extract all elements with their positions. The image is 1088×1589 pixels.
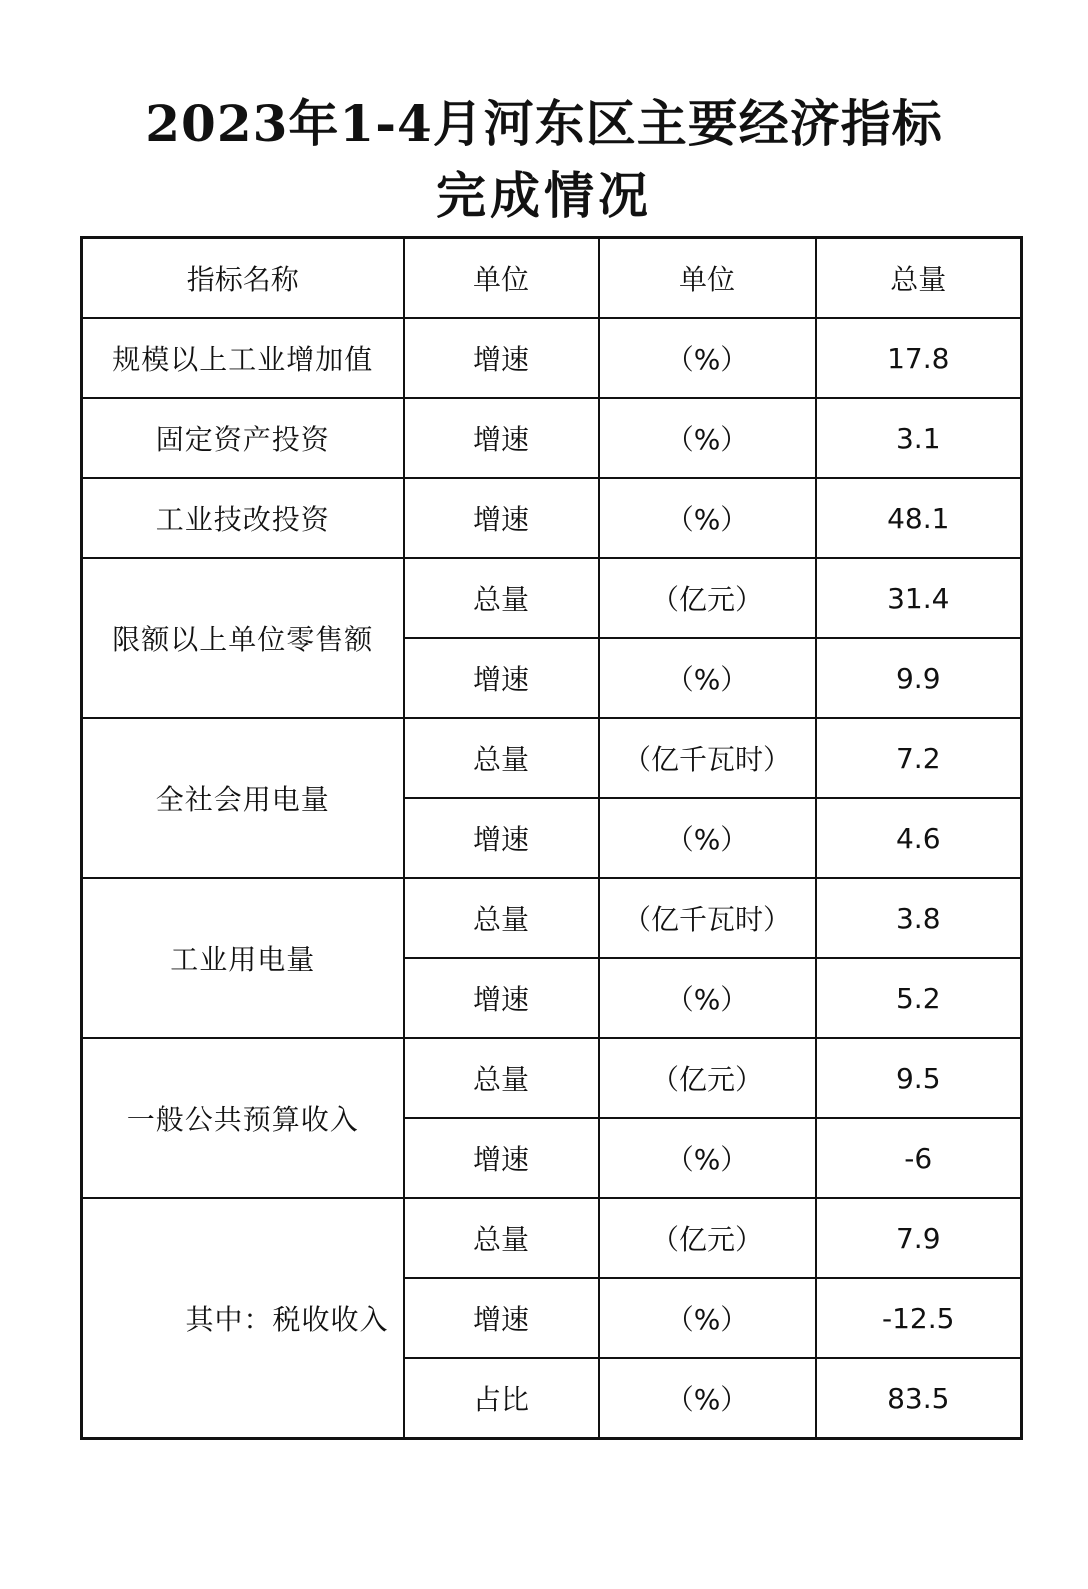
metric-cell: 总量 bbox=[404, 718, 599, 798]
value-cell: 83.5 bbox=[816, 1358, 1022, 1439]
value-cell: 17.8 bbox=[816, 318, 1022, 398]
indicator-name-cell: 规模以上工业增加值 bbox=[82, 318, 404, 398]
header-indicator-name: 指标名称 bbox=[82, 238, 404, 319]
table-row bbox=[82, 1198, 1022, 1278]
metric-cell: 增速 bbox=[404, 398, 599, 478]
value-cell: 3.1 bbox=[816, 398, 1022, 478]
table-row bbox=[82, 558, 1022, 638]
indicator-name-cell: 固定资产投资 bbox=[82, 398, 404, 478]
metric-cell: 增速 bbox=[404, 798, 599, 878]
table-row bbox=[82, 878, 1022, 958]
value-cell: 5.2 bbox=[816, 958, 1022, 1038]
header-total: 总量 bbox=[816, 238, 1022, 319]
table-body bbox=[82, 318, 1022, 1439]
metric-cell: 增速 bbox=[404, 478, 599, 558]
value-cell: 7.9 bbox=[816, 1198, 1022, 1278]
indicator-name-cell: 工业用电量 bbox=[82, 878, 404, 1038]
table-row bbox=[82, 398, 1022, 478]
unit-cell: （%） bbox=[599, 1278, 816, 1358]
unit-cell: （%） bbox=[599, 478, 816, 558]
unit-cell: （%） bbox=[599, 798, 816, 878]
table-row bbox=[82, 1038, 1022, 1118]
unit-cell: （亿元） bbox=[599, 1038, 816, 1118]
unit-cell: （%） bbox=[599, 638, 816, 718]
metric-cell: 总量 bbox=[404, 1038, 599, 1118]
value-cell: 4.6 bbox=[816, 798, 1022, 878]
indicator-name-cell: 全社会用电量 bbox=[82, 718, 404, 878]
table-row bbox=[82, 718, 1022, 798]
unit-cell: （%） bbox=[599, 318, 816, 398]
title-line-2: 完成情况 bbox=[436, 166, 652, 225]
table-row bbox=[82, 478, 1022, 558]
metric-cell: 总量 bbox=[404, 1198, 599, 1278]
unit-cell: （%） bbox=[599, 398, 816, 478]
indicator-name-cell: 限额以上单位零售额 bbox=[82, 558, 404, 718]
unit-cell: （亿千瓦时） bbox=[599, 718, 816, 798]
header-row bbox=[82, 238, 1022, 319]
table-row bbox=[82, 318, 1022, 398]
unit-cell: （亿千瓦时） bbox=[599, 878, 816, 958]
metric-cell: 增速 bbox=[404, 1118, 599, 1198]
metric-cell: 占比 bbox=[404, 1358, 599, 1439]
page-title bbox=[0, 88, 1088, 232]
metric-cell: 增速 bbox=[404, 1278, 599, 1358]
indicators-table bbox=[80, 236, 1023, 1440]
value-cell: -12.5 bbox=[816, 1278, 1022, 1358]
unit-cell: （亿元） bbox=[599, 1198, 816, 1278]
metric-cell: 增速 bbox=[404, 958, 599, 1038]
value-cell: 3.8 bbox=[816, 878, 1022, 958]
value-cell: 31.4 bbox=[816, 558, 1022, 638]
title-line-1: 2023年1-4月河东区主要经济指标 bbox=[145, 94, 943, 153]
metric-cell: 总量 bbox=[404, 558, 599, 638]
header-unit-type: 单位 bbox=[404, 238, 599, 319]
value-cell: 7.2 bbox=[816, 718, 1022, 798]
value-cell: -6 bbox=[816, 1118, 1022, 1198]
indicator-name-cell: 一般公共预算收入 bbox=[82, 1038, 404, 1198]
header-unit: 单位 bbox=[599, 238, 816, 319]
unit-cell: （%） bbox=[599, 958, 816, 1038]
value-cell: 48.1 bbox=[816, 478, 1022, 558]
value-cell: 9.5 bbox=[816, 1038, 1022, 1118]
indicator-name-cell: 其中：税收收入 bbox=[82, 1198, 404, 1439]
unit-cell: （%） bbox=[599, 1118, 816, 1198]
value-cell: 9.9 bbox=[816, 638, 1022, 718]
metric-cell: 增速 bbox=[404, 638, 599, 718]
unit-cell: （亿元） bbox=[599, 558, 816, 638]
unit-cell: （%） bbox=[599, 1358, 816, 1439]
indicator-name-cell: 工业技改投资 bbox=[82, 478, 404, 558]
table-header bbox=[82, 238, 1022, 319]
metric-cell: 总量 bbox=[404, 878, 599, 958]
metric-cell: 增速 bbox=[404, 318, 599, 398]
